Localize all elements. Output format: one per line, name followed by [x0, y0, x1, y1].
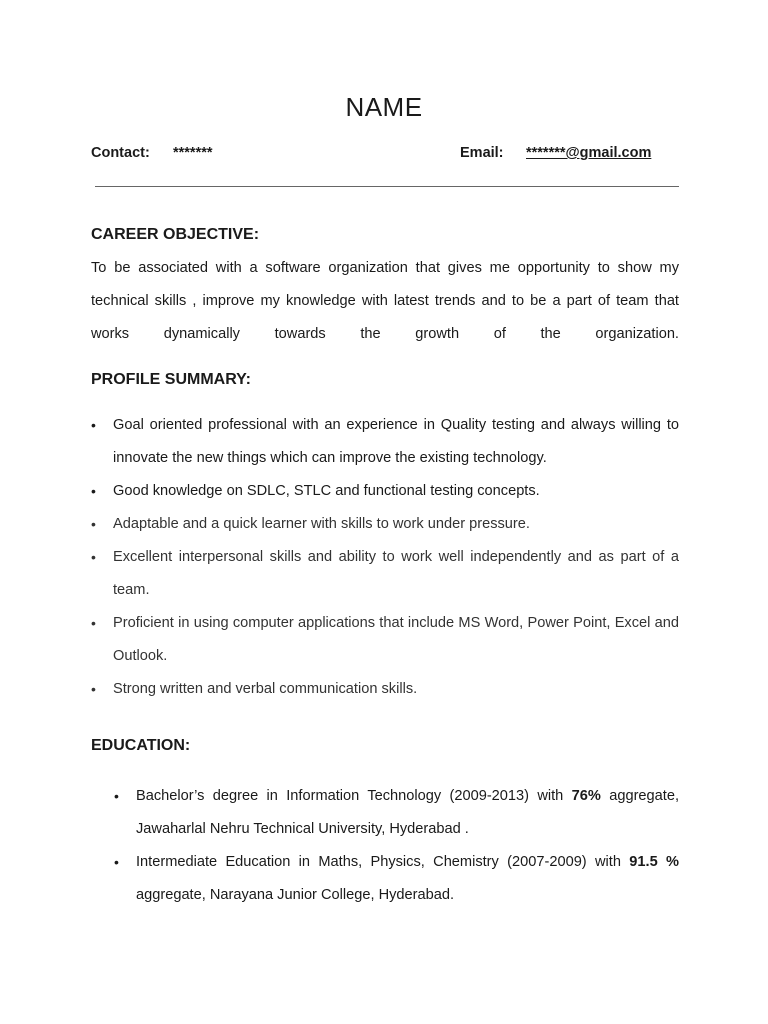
- education-grade: 91.5 %: [629, 854, 679, 870]
- list-item: • Goal oriented professional with an experience in Quality testing and always willing to innovate the new things which can improve the existing technology.: [113, 409, 679, 475]
- contact-value: *******: [173, 145, 213, 161]
- education-text: Intermediate Education in Maths, Physics, Chemistry (2007-2009) with: [136, 854, 630, 870]
- education-list: [136, 780, 679, 912]
- email-label: Email:: [460, 145, 504, 161]
- contact-row: [91, 145, 681, 167]
- list-item: [136, 846, 679, 912]
- career-objective-text: To be associated with a software organization that gives me opportunity to show my technical skills , improve my knowledge with latest trends and to be a part of team that works dynamically towards the growth of the organization.: [91, 260, 679, 342]
- list-item: • Strong written and verbal communication skills.: [113, 673, 679, 706]
- list-item: [136, 780, 679, 846]
- list-item: • Adaptable and a quick learner with skills to work under pressure.: [113, 508, 679, 541]
- education-heading: EDUCATION:: [91, 737, 191, 754]
- contact-label: Contact:: [91, 145, 150, 161]
- email-link[interactable]: *******@gmail.com: [526, 145, 652, 161]
- profile-summary-heading: PROFILE SUMMARY:: [91, 371, 251, 388]
- list-item: • Good knowledge on SDLC, STLC and functional testing concepts.: [113, 475, 679, 508]
- profile-summary-list: [113, 409, 679, 706]
- resume-name-title: NAME: [345, 92, 423, 122]
- education-text: aggregate, Narayana Junior College, Hyderabad.: [136, 887, 455, 903]
- education-text: aggregate, Jawaharlal Nehru Technical University, Hyderabad .: [136, 788, 680, 837]
- header-divider: [95, 186, 679, 187]
- career-objective-heading: CAREER OBJECTIVE:: [91, 226, 260, 243]
- education-text: Bachelor’s degree in Information Technology (2009-2013) with: [136, 788, 572, 804]
- list-item: • Proficient in using computer applications that include MS Word, Power Point, Excel and Outlook.: [113, 607, 679, 673]
- list-item: • Excellent interpersonal skills and ability to work well independently and as part of a team.: [113, 541, 679, 607]
- education-grade: 76%: [571, 788, 601, 804]
